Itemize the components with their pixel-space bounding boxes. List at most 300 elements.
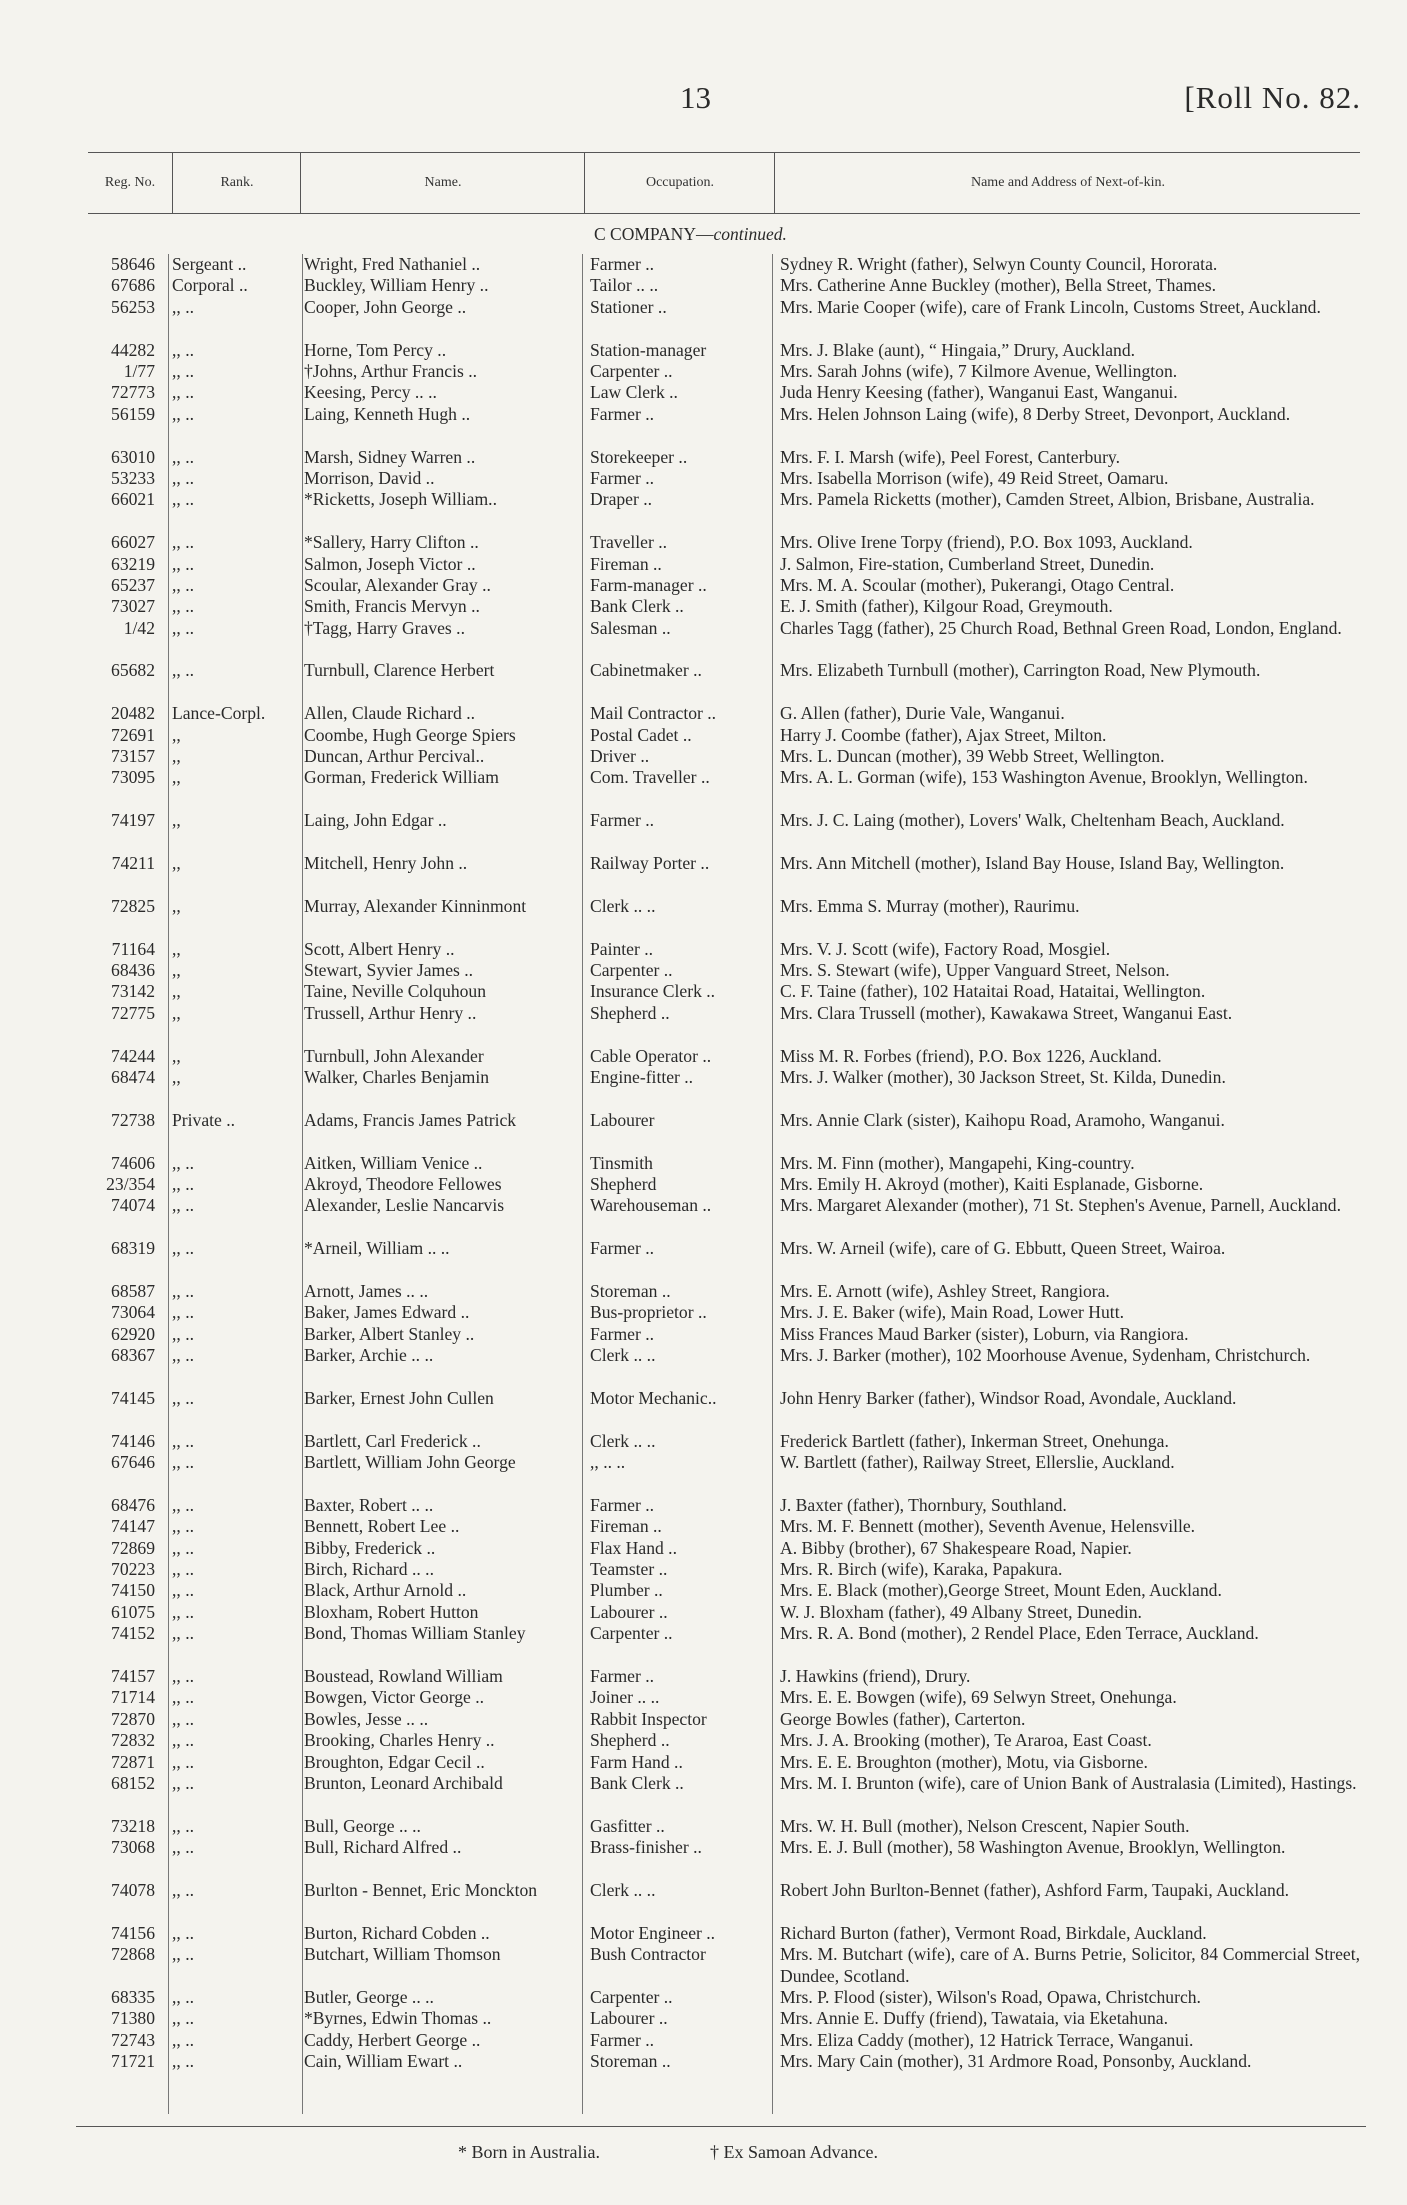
rank: ,, .. — [172, 1666, 194, 1687]
table-row — [0, 1580, 1407, 1601]
next-of-kin: Mrs. Marie Cooper (wife), care of Frank Lincoln, Customs Street, Auckland. — [780, 296, 1321, 317]
soldier-name: Bowles, Jesse .. .. — [304, 1708, 429, 1729]
table-row — [0, 746, 1407, 767]
table-row — [0, 1623, 1407, 1666]
occupation: Salesman .. — [590, 617, 671, 638]
soldier-name: Bull, George .. .. — [304, 1815, 421, 1836]
occupation: Carpenter .. — [590, 360, 673, 381]
col-reg-header: Reg. No. — [104, 175, 156, 190]
rank: ,, — [172, 724, 181, 745]
rank: ,, .. — [172, 1452, 194, 1473]
soldier-name: Adams, Francis James Patrick — [304, 1109, 517, 1130]
soldier-name: Baxter, Robert .. .. — [304, 1494, 434, 1515]
occupation: Farm-manager .. — [590, 574, 707, 595]
soldier-name: Alexander, Leslie Nancarvis — [304, 1195, 505, 1216]
occupation: Brass-finisher .. — [590, 1837, 702, 1858]
soldier-name: †Johns, Arthur Francis .. — [304, 360, 477, 381]
table-row — [0, 1388, 1407, 1431]
next-of-kin: E. J. Smith (father), Kilgour Road, Greymouth. — [780, 596, 1113, 617]
next-of-kin: J. Baxter (father), Thornbury, Southland. — [780, 1494, 1067, 1515]
occupation: Carpenter .. — [590, 1986, 673, 2007]
soldier-name: Morrison, David .. — [304, 467, 435, 488]
footnote-born-in-australia: * Born in Australia. — [458, 2142, 600, 2162]
reg-number: 74197 — [111, 810, 155, 831]
occupation: Postal Cadet .. — [590, 724, 692, 745]
reg-number: 23/354 — [106, 1173, 155, 1194]
next-of-kin: Mrs. J. Blake (aunt), “ Hingaia,” Drury, Auckland. — [780, 339, 1136, 360]
soldier-name: Laing, John Edgar .. — [304, 810, 447, 831]
reg-number: 72832 — [111, 1730, 155, 1751]
table-row — [0, 1666, 1407, 1687]
soldier-name: Butler, George .. .. — [304, 1986, 434, 2007]
rank: ,, .. — [172, 1601, 194, 1622]
reg-number: 72871 — [111, 1751, 155, 1772]
occupation: Clerk .. .. — [590, 1345, 656, 1366]
table-row — [0, 1324, 1407, 1345]
table-row — [0, 618, 1407, 661]
occupation: Teamster .. — [590, 1559, 668, 1580]
soldier-name: *Sallery, Harry Clifton .. — [304, 532, 479, 553]
rank: Sergeant .. — [172, 254, 247, 274]
occupation: Farmer .. — [590, 1666, 655, 1687]
rank: ,, .. — [172, 1580, 194, 1601]
soldier-name: Barker, Ernest John Cullen — [304, 1387, 494, 1408]
next-of-kin: Mrs. Clara Trussell (mother), Kawakawa Street, Wanganui East. — [780, 1002, 1233, 1023]
rank: ,, .. — [172, 1944, 194, 1965]
next-of-kin: Mrs. M. Finn (mother), Mangapehi, King-country. — [780, 1152, 1135, 1173]
soldier-name: Buckley, William Henry .. — [304, 275, 489, 296]
occupation: Farmer .. — [590, 467, 655, 488]
occupation: Driver .. — [590, 746, 650, 767]
next-of-kin: Mrs. Mary Cain (mother), 31 Ardmore Road, Ponsonby, Auckland. — [780, 2051, 1252, 2072]
rank: ,, .. — [172, 617, 194, 638]
rank: ,, .. — [172, 2029, 194, 2050]
soldier-name: Bloxham, Robert Hutton — [304, 1601, 479, 1622]
occupation: Com. Traveller .. — [590, 767, 710, 788]
next-of-kin: Sydney R. Wright (father), Selwyn County Council, Hororata. — [780, 254, 1218, 274]
col-next-of-kin-header: Name and Address of Next-of-kin. — [774, 153, 1361, 213]
soldier-name: Stewart, Syvier James .. — [304, 960, 474, 981]
occupation: Motor Mechanic.. — [590, 1387, 717, 1408]
table-row — [0, 1837, 1407, 1880]
next-of-kin: Mrs. Annie E. Duffy (friend), Tawataia, via Eketahuna. — [780, 2008, 1168, 2029]
occupation: Joiner .. .. — [590, 1687, 660, 1708]
reg-number: 74146 — [111, 1430, 155, 1451]
reg-number: 71164 — [111, 938, 155, 959]
soldier-name: Akroyd, Theodore Fellowes — [304, 1173, 502, 1194]
occupation: Clerk .. .. — [590, 895, 656, 916]
next-of-kin: Mrs. Isabella Morrison (wife), 49 Reid Street, Oamaru. — [780, 467, 1169, 488]
table-row — [0, 1816, 1407, 1837]
table-row — [0, 960, 1407, 981]
rank: ,, .. — [172, 553, 194, 574]
table-row — [0, 1944, 1407, 1987]
next-of-kin: Juda Henry Keesing (father), Wanganui East, Wanganui. — [780, 382, 1178, 403]
occupation: Tinsmith — [590, 1152, 653, 1173]
table-row — [0, 1281, 1407, 1302]
table-row — [0, 1153, 1407, 1174]
table-row — [0, 340, 1407, 361]
soldier-name: Turnbull, Clarence Herbert — [304, 660, 495, 681]
soldier-name: *Byrnes, Edwin Thomas .. — [304, 2008, 492, 2029]
occupation: Farmer .. — [590, 2029, 655, 2050]
reg-number: 68474 — [111, 1067, 155, 1087]
soldier-name: Scoular, Alexander Gray .. — [304, 574, 491, 595]
next-of-kin: Miss Frances Maud Barker (sister), Loburn, via Rangiora. — [780, 1323, 1189, 1344]
reg-number: 74157 — [111, 1666, 155, 1687]
next-of-kin: Mrs. Emily H. Akroyd (mother), Kaiti Esplanade, Gisborne. — [780, 1173, 1204, 1194]
reg-number: 74606 — [111, 1152, 155, 1173]
next-of-kin: Mrs. E. Black (mother),George Street, Mount Eden, Auckland. — [780, 1580, 1222, 1601]
next-of-kin: Mrs. R. Birch (wife), Karaka, Papakura. — [780, 1559, 1063, 1580]
table-row — [0, 703, 1407, 724]
occupation: Farmer .. — [590, 254, 655, 274]
next-of-kin: Mrs. E. E. Bowgen (wife), 69 Selwyn Street, Onehunga. — [780, 1687, 1177, 1708]
next-of-kin: Mrs. W. Arneil (wife), care of G. Ebbutt, Queen Street, Wairoa. — [780, 1238, 1226, 1259]
rank: ,, .. — [172, 1837, 194, 1858]
reg-number: 63219 — [111, 553, 155, 574]
occupation: Motor Engineer .. — [590, 1922, 716, 1943]
reg-number: 74150 — [111, 1580, 155, 1601]
soldier-name: Walker, Charles Benjamin — [304, 1067, 489, 1087]
rank: ,, .. — [172, 1986, 194, 2007]
next-of-kin: Mrs. L. Duncan (mother), 39 Webb Street, Wellington. — [780, 746, 1165, 767]
soldier-name: Black, Arthur Arnold .. — [304, 1580, 467, 1601]
table-row — [0, 1174, 1407, 1195]
soldier-name: Boustead, Rowland William — [304, 1666, 503, 1687]
reg-number: 63010 — [111, 446, 155, 467]
occupation: Station-manager — [590, 339, 707, 360]
next-of-kin: Mrs. F. I. Marsh (wife), Peel Forest, Canterbury. — [780, 446, 1120, 467]
soldier-name: Smith, Francis Mervyn .. — [304, 596, 480, 617]
next-of-kin: Mrs. Olive Irene Torpy (friend), P.O. Box 1093, Auckland. — [780, 532, 1193, 553]
soldier-name: Burlton - Bennet, Eric Monckton — [304, 1880, 538, 1900]
occupation: Bus-proprietor .. — [590, 1302, 707, 1323]
rank: ,, .. — [172, 1559, 194, 1580]
soldier-name: Caddy, Herbert George .. — [304, 2029, 481, 2050]
soldier-name: Taine, Neville Colquhoun — [304, 981, 487, 1002]
soldier-name: Coombe, Hugh George Spiers — [304, 724, 516, 745]
occupation: Draper .. — [590, 489, 653, 510]
section-suffix: continued. — [713, 224, 787, 244]
rank: ,, .. — [172, 1708, 194, 1729]
rank: ,, — [172, 938, 181, 959]
reg-number: 73157 — [111, 746, 155, 767]
occupation: Farm Hand .. — [590, 1751, 683, 1772]
next-of-kin: Mrs. W. H. Bull (mother), Nelson Crescent, Napier South. — [780, 1815, 1190, 1836]
table-row — [0, 660, 1407, 703]
table-row — [0, 767, 1407, 810]
next-of-kin: Mrs. M. Butchart (wife), care of A. Burns Petrie, Solicitor, 84 Commercial Street, Dundee, Scotland. — [780, 1944, 1360, 1986]
table-row — [0, 2030, 1407, 2051]
reg-number: 67686 — [111, 275, 155, 296]
reg-number: 73064 — [111, 1302, 155, 1323]
table-row — [0, 382, 1407, 403]
table-row — [0, 1752, 1407, 1773]
next-of-kin: Mrs. A. L. Gorman (wife), 153 Washington Avenue, Brooklyn, Wellington. — [780, 767, 1308, 788]
soldier-name: Mitchell, Henry John .. — [304, 853, 468, 874]
occupation: Shepherd .. — [590, 1002, 670, 1023]
reg-number: 74244 — [111, 1045, 155, 1066]
table-row — [0, 404, 1407, 447]
next-of-kin: Mrs. E. Arnott (wife), Ashley Street, Rangiora. — [780, 1280, 1110, 1301]
soldier-name: Murray, Alexander Kinninmont — [304, 895, 527, 916]
occupation: Railway Porter .. — [590, 853, 710, 874]
table-row — [0, 1431, 1407, 1452]
table-row — [0, 254, 1407, 275]
soldier-name: Birch, Richard .. .. — [304, 1559, 434, 1580]
table-row — [0, 1046, 1407, 1067]
rank: ,, .. — [172, 360, 194, 381]
section-title: C COMPANY— — [594, 224, 714, 244]
reg-number: 74152 — [111, 1623, 155, 1644]
occupation: Clerk .. .. — [590, 1430, 656, 1451]
occupation: Farmer .. — [590, 1323, 655, 1344]
next-of-kin: Richard Burton (father), Vermont Road, Birkdale, Auckland. — [780, 1922, 1207, 1943]
occupation: Farmer .. — [590, 403, 655, 424]
rank: Corporal .. — [172, 275, 248, 296]
table-row — [0, 1880, 1407, 1923]
rank: ,, .. — [172, 1922, 194, 1943]
table-row — [0, 297, 1407, 340]
rank: ,, .. — [172, 403, 194, 424]
occupation: Engine-fitter .. — [590, 1067, 694, 1087]
soldier-name: Bond, Thomas William Stanley — [304, 1623, 526, 1644]
rank: ,, .. — [172, 1302, 194, 1323]
rank: ,, .. — [172, 296, 194, 317]
rank: ,, — [172, 895, 181, 916]
table-row — [0, 1302, 1407, 1323]
table-row — [0, 1709, 1407, 1730]
rank: ,, .. — [172, 574, 194, 595]
rank: ,, — [172, 1045, 181, 1066]
occupation: Farmer .. — [590, 810, 655, 831]
soldier-name: Barker, Archie .. .. — [304, 1345, 434, 1366]
soldier-name: *Arneil, William .. .. — [304, 1238, 450, 1259]
soldier-name: Brunton, Leonard Archibald — [304, 1773, 503, 1794]
reg-number: 68587 — [111, 1280, 155, 1301]
next-of-kin: W. Bartlett (father), Railway Street, Ellerslie, Auckland. — [780, 1452, 1175, 1473]
occupation: Stationer .. — [590, 296, 667, 317]
roll-number: [Roll No. 82. — [1184, 80, 1361, 115]
table-row — [0, 853, 1407, 896]
occupation: Farmer .. — [590, 1238, 655, 1259]
reg-number: 74074 — [111, 1195, 155, 1216]
soldier-name: Butchart, William Thomson — [304, 1944, 501, 1965]
next-of-kin: Mrs. M. A. Scoular (mother), Pukerangi, Otago Central. — [780, 574, 1175, 595]
rank: ,, .. — [172, 446, 194, 467]
col-name-header: Name. — [300, 153, 585, 213]
soldier-name: Bartlett, Carl Frederick .. — [304, 1430, 481, 1451]
reg-number: 1/77 — [123, 360, 155, 381]
rank: ,, .. — [172, 1751, 194, 1772]
reg-number: 72825 — [111, 895, 155, 916]
soldier-name: Cain, William Ewart .. — [304, 2051, 463, 2072]
table-row — [0, 1452, 1407, 1495]
reg-number: 62920 — [111, 1323, 155, 1344]
table-row — [0, 447, 1407, 468]
rank: ,, .. — [172, 1623, 194, 1644]
reg-number: 72743 — [111, 2029, 155, 2050]
occupation: Cabinetmaker .. — [590, 660, 702, 681]
rank: ,, .. — [172, 382, 194, 403]
rank: ,, .. — [172, 1516, 194, 1537]
rank: ,, — [172, 960, 181, 981]
table-row — [0, 1516, 1407, 1537]
next-of-kin: Mrs. M. I. Brunton (wife), care of Union Bank of Australasia (Limited), Hastings. — [780, 1773, 1357, 1794]
soldier-name: Bull, Richard Alfred .. — [304, 1837, 462, 1858]
reg-number: 73068 — [111, 1837, 155, 1858]
table-row — [0, 1923, 1407, 1944]
soldier-name: Keesing, Percy .. .. — [304, 382, 437, 403]
reg-number: 66027 — [111, 532, 155, 553]
soldier-name: Marsh, Sidney Warren .. — [304, 446, 476, 467]
reg-number: 74211 — [111, 853, 155, 874]
table-row — [0, 1602, 1407, 1623]
table-row — [0, 575, 1407, 596]
table-row — [0, 1773, 1407, 1816]
reg-number: 74156 — [111, 1922, 155, 1943]
next-of-kin: Mrs. Eliza Caddy (mother), 12 Hatrick Terrace, Wanganui. — [780, 2029, 1194, 2050]
occupation: Clerk .. .. — [590, 1880, 656, 1900]
next-of-kin: Charles Tagg (father), 25 Church Road, Bethnal Green Road, London, England. — [780, 617, 1342, 638]
soldier-name: †Tagg, Harry Graves .. — [304, 617, 465, 638]
table-row — [0, 896, 1407, 939]
rank: ,, — [172, 981, 181, 1002]
reg-number: 68335 — [111, 1986, 155, 2007]
next-of-kin: J. Hawkins (friend), Drury. — [780, 1666, 971, 1687]
next-of-kin: Mrs. S. Stewart (wife), Upper Vanguard Street, Nelson. — [780, 960, 1170, 981]
reg-number: 20482 — [111, 703, 155, 724]
next-of-kin: Mrs. E. J. Bull (mother), 58 Washington Avenue, Brooklyn, Wellington. — [780, 1837, 1286, 1858]
next-of-kin: Mrs. Elizabeth Turnbull (mother), Carrington Road, New Plymouth. — [780, 660, 1261, 681]
table-row — [0, 1687, 1407, 1708]
next-of-kin: Mrs. Ann Mitchell (mother), Island Bay House, Island Bay, Wellington. — [780, 853, 1285, 874]
table-header — [88, 152, 1360, 214]
rank: ,, .. — [172, 1280, 194, 1301]
soldier-name: Broughton, Edgar Cecil .. — [304, 1751, 485, 1772]
next-of-kin: Mrs. J. Walker (mother), 30 Jackson Street, St. Kilda, Dunedin. — [780, 1067, 1226, 1087]
rank: ,, .. — [172, 1815, 194, 1836]
occupation: Bush Contractor — [590, 1944, 706, 1965]
table-row — [0, 275, 1407, 296]
rank: ,, .. — [172, 1238, 194, 1259]
table-row — [0, 725, 1407, 746]
occupation: Bank Clerk .. — [590, 596, 684, 617]
soldier-name: Aitken, William Venice .. — [304, 1152, 483, 1173]
table-row — [0, 1067, 1407, 1110]
rank: ,, — [172, 810, 181, 831]
reg-number: 66021 — [111, 489, 155, 510]
reg-number: 68319 — [111, 1238, 155, 1259]
next-of-kin: Robert John Burlton-Bennet (father), Ashford Farm, Taupaki, Auckland. — [780, 1880, 1290, 1900]
occupation: Insurance Clerk .. — [590, 981, 716, 1002]
reg-number: 65682 — [111, 660, 155, 681]
section-heading — [594, 224, 787, 245]
next-of-kin: Mrs. J. C. Laing (mother), Lovers' Walk, Cheltenham Beach, Auckland. — [780, 810, 1285, 831]
reg-number: 70223 — [111, 1559, 155, 1580]
soldier-name: Baker, James Edward .. — [304, 1302, 470, 1323]
occupation: Bank Clerk .. — [590, 1773, 684, 1794]
table-row — [0, 981, 1407, 1002]
next-of-kin: Mrs. E. E. Broughton (mother), Motu, via Gisborne. — [780, 1751, 1148, 1772]
soldier-name: Laing, Kenneth Hugh .. — [304, 403, 471, 424]
next-of-kin: George Bowles (father), Carterton. — [780, 1708, 1026, 1729]
next-of-kin: Mrs. V. J. Scott (wife), Factory Road, Mosgiel. — [780, 938, 1111, 959]
soldier-name: Cooper, John George .. — [304, 296, 467, 317]
reg-number: 72691 — [111, 724, 155, 745]
occupation: Gasfitter .. — [590, 1815, 665, 1836]
table-row — [0, 532, 1407, 553]
rank: ,, .. — [172, 1537, 194, 1558]
occupation: Plumber .. — [590, 1580, 663, 1601]
rank: ,, — [172, 1067, 181, 1087]
table-row — [0, 1195, 1407, 1238]
next-of-kin: Mrs. Pamela Ricketts (mother), Camden Street, Albion, Brisbane, Australia. — [780, 489, 1315, 510]
table-row — [0, 939, 1407, 960]
next-of-kin: W. J. Bloxham (father), 49 Albany Street, Dunedin. — [780, 1601, 1142, 1622]
reg-number: 73218 — [111, 1815, 155, 1836]
soldier-name: Allen, Claude Richard .. — [304, 703, 476, 724]
table-row — [0, 1003, 1407, 1046]
soldier-name: Bowgen, Victor George .. — [304, 1687, 485, 1708]
reg-number: 71714 — [111, 1687, 155, 1708]
next-of-kin: Mrs. Margaret Alexander (mother), 71 St. Stephen's Avenue, Parnell, Auckland. — [780, 1195, 1341, 1216]
reg-number: 44282 — [111, 339, 155, 360]
reg-number: 71721 — [111, 2051, 155, 2072]
occupation: Storeman .. — [590, 2051, 671, 2072]
occupation: Warehouseman .. — [590, 1195, 712, 1216]
reg-number: 72870 — [111, 1708, 155, 1729]
reg-number: 73027 — [111, 596, 155, 617]
table-row — [0, 2008, 1407, 2029]
next-of-kin: Mrs. Helen Johnson Laing (wife), 8 Derby Street, Devonport, Auckland. — [780, 403, 1291, 424]
table-row — [0, 1110, 1407, 1153]
soldier-name: Burton, Richard Cobden .. — [304, 1922, 490, 1943]
rank: ,, .. — [172, 2051, 194, 2072]
occupation: Fireman .. — [590, 1516, 662, 1537]
occupation: Carpenter .. — [590, 960, 673, 981]
soldier-name: Brooking, Charles Henry .. — [304, 1730, 495, 1751]
next-of-kin: Mrs. J. E. Baker (wife), Main Road, Lower Hutt. — [780, 1302, 1124, 1323]
next-of-kin: C. F. Taine (father), 102 Hataitai Road, Hataitai, Wellington. — [780, 981, 1206, 1002]
table-row — [0, 468, 1407, 489]
next-of-kin: Mrs. P. Flood (sister), Wilson's Road, Opawa, Christchurch. — [780, 1986, 1201, 2007]
rank: ,, — [172, 746, 181, 767]
rank: ,, .. — [172, 596, 194, 617]
rank: ,, .. — [172, 1323, 194, 1344]
occupation: Carpenter .. — [590, 1623, 673, 1644]
occupation: Tailor .. .. — [590, 275, 659, 296]
reg-number: 74145 — [111, 1387, 155, 1408]
table-row — [0, 1559, 1407, 1580]
reg-number: 74078 — [111, 1880, 155, 1900]
page-number: 13 — [680, 80, 711, 115]
next-of-kin: Miss M. R. Forbes (friend), P.O. Box 1226, Auckland. — [780, 1045, 1162, 1066]
rank: ,, .. — [172, 660, 194, 681]
table-row — [0, 1238, 1407, 1281]
rank: ,, .. — [172, 2008, 194, 2029]
rank: Private .. — [172, 1109, 236, 1130]
occupation: Labourer — [590, 1109, 655, 1130]
next-of-kin: Mrs. R. A. Bond (mother), 2 Rendel Place, Eden Terrace, Auckland. — [780, 1623, 1259, 1644]
rank: ,, .. — [172, 1773, 194, 1794]
table-row — [0, 2051, 1407, 2094]
reg-number: 74147 — [111, 1516, 155, 1537]
next-of-kin: Mrs. M. F. Bennett (mother), Seventh Avenue, Helensville. — [780, 1516, 1196, 1537]
occupation: Flax Hand .. — [590, 1537, 677, 1558]
table-row — [0, 1987, 1407, 2008]
